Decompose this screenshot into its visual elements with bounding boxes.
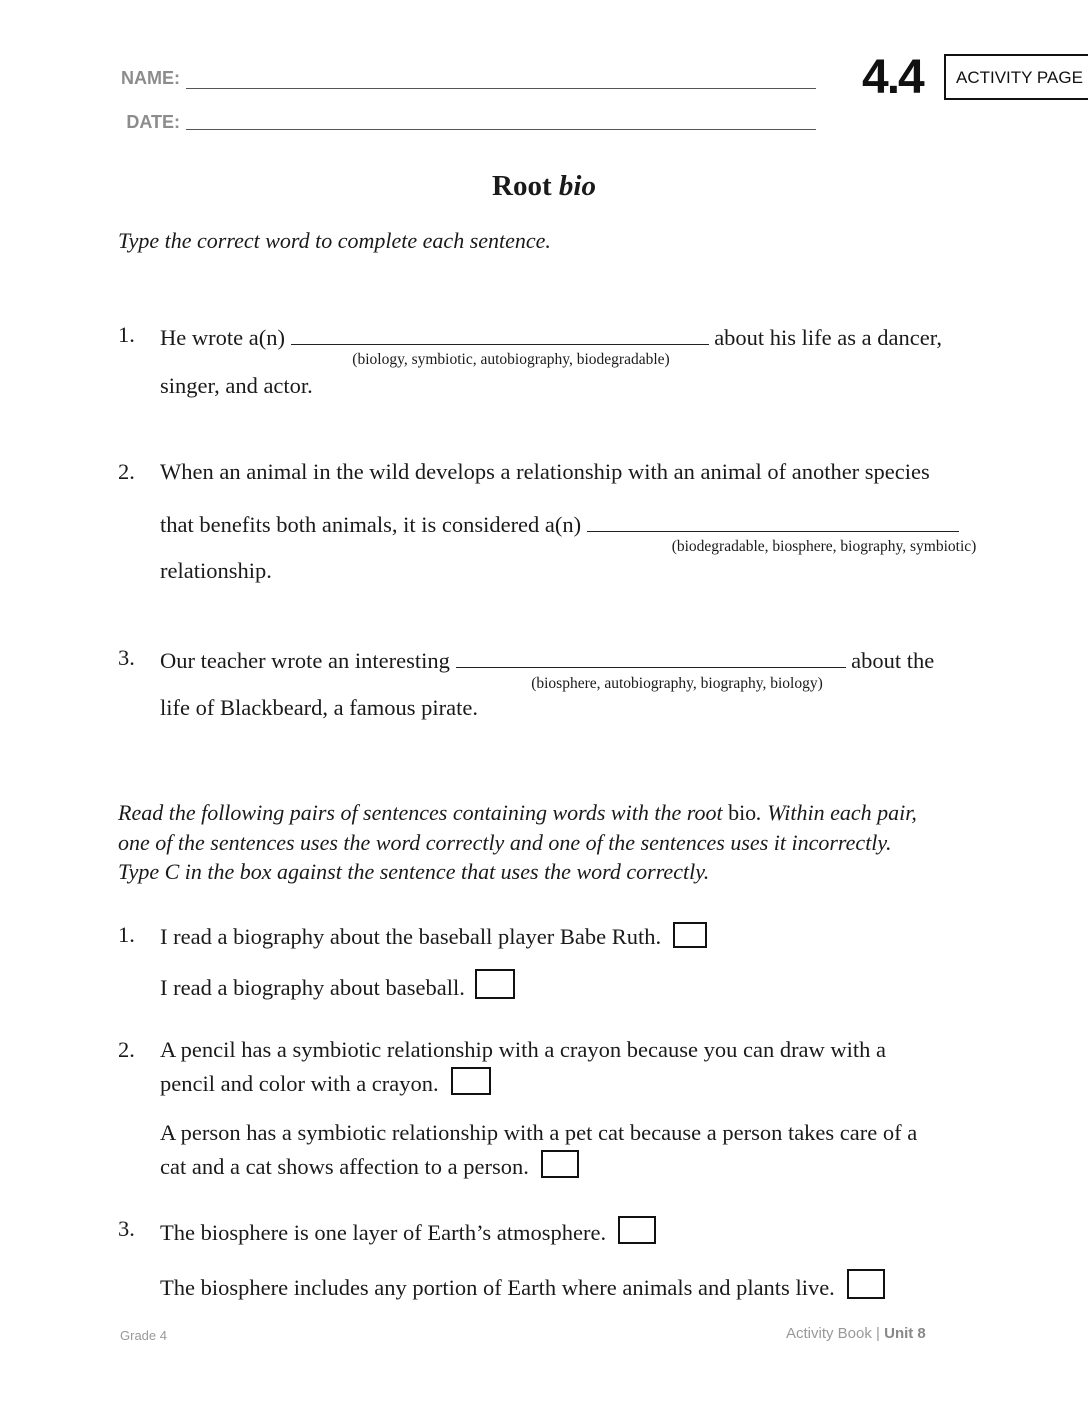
question-3-continuation: life of Blackbeard, a famous pirate. [160,695,478,720]
footer-book-title: Activity Book [786,1325,872,1342]
question-3-number: 3. [118,645,135,670]
section2-instruction-root: bio [728,800,757,825]
question-1-options: (biology, symbiotic, autobiography, biodegradable) [352,351,670,368]
pair-1-number: 1. [118,922,135,947]
pair-1-sentence-a [160,922,707,950]
name-line[interactable] [186,88,816,89]
title-prefix: Root [492,170,559,202]
pair-3-sentence-b-text: The biosphere includes any portion of Earth where animals and plants live. [160,1275,835,1300]
question-2-line2 [160,509,959,538]
section2-instruction-part2: . Within each pair, [756,800,917,825]
pair-2-number: 2. [118,1037,135,1062]
pair-1-sentence-b-text: I read a biography about baseball. [160,975,465,1000]
question-1-number: 1. [118,322,135,347]
pair-3-sentence-b [160,1269,885,1301]
pair-3-sentence-a [160,1216,656,1246]
question-1-after: about his life as a dancer, [714,325,942,350]
title-root: bio [558,170,596,202]
page-title [0,170,1088,203]
pair-2-answer-box-b[interactable] [541,1150,579,1178]
footer-unit: Unit 8 [884,1325,926,1342]
question-3-after: about the [851,648,935,673]
question-2-line1: When an animal in the wild develops a relationship with an animal of another species [160,459,930,484]
question-3-options: (biosphere, autobiography, biography, biology) [531,675,823,692]
pair-1-answer-box-a[interactable] [673,922,707,948]
page-number: 4.4 [862,51,923,104]
question-1-blank[interactable] [291,322,709,345]
activity-page-label: ACTIVITY PAGE [956,68,1083,87]
footer-separator: | [871,1325,885,1342]
pair-1-sentence-a-text: I read a biography about the baseball player Babe Ruth. [160,924,662,949]
pair-2-sentence-b-line1: A person has a symbiotic relationship with a pet cat because a person takes care of a [160,1120,918,1145]
pair-3-number: 3. [118,1216,135,1241]
question-1-line [160,322,942,351]
section1-instruction: Type the correct word to complete each sentence. [118,228,551,253]
footer-book [786,1325,926,1342]
activity-page-badge [944,54,1088,100]
question-3-line [160,645,934,674]
question-2-options: (biodegradable, biosphere, biography, symbiotic) [671,538,977,555]
date-line[interactable] [186,129,816,130]
pair-2-sentence-a-line1: A pencil has a symbiotic relationship with a crayon because you can draw with a [160,1037,887,1062]
pair-2-sentence-b-line2 [160,1150,579,1180]
name-label: NAME: [121,68,180,88]
section2-instruction-line1 [118,800,917,826]
pair-3-answer-box-b[interactable] [847,1269,885,1299]
question-3-before: Our teacher wrote an interesting [160,648,450,673]
question-3-blank[interactable] [456,645,846,668]
pair-1-sentence-b [160,969,515,1001]
question-2-continuation: relationship. [160,558,272,583]
footer-grade: Grade 4 [120,1328,167,1343]
pair-2-sentence-a-line2 [160,1067,491,1097]
pair-3-sentence-a-text: The biosphere is one layer of Earth’s atmosphere. [160,1220,607,1245]
question-2-before: that benefits both animals, it is considered a(n) [160,512,582,537]
pair-2-sentence-a-line2-text: pencil and color with a crayon. [160,1071,439,1096]
section2-instruction-part1: Read the following pairs of sentences containing words with the root [118,800,729,825]
question-1-continuation: singer, and actor. [160,373,313,398]
section2-instruction-line2: one of the sentences uses the word correctly and one of the sentences uses it incorrectly. [118,830,892,855]
date-label: DATE: [126,112,180,132]
question-2-blank[interactable] [587,509,959,532]
pair-3-answer-box-a[interactable] [618,1216,656,1244]
section2-instruction-line3: Type C in the box against the sentence that uses the word correctly. [118,859,710,884]
pair-1-answer-box-b[interactable] [475,969,515,999]
pair-2-sentence-b-line2-text: cat and a cat shows affection to a person. [160,1154,529,1179]
question-2-number: 2. [118,459,135,484]
question-1-before: He wrote a(n) [160,325,285,350]
pair-2-answer-box-a[interactable] [451,1067,491,1095]
